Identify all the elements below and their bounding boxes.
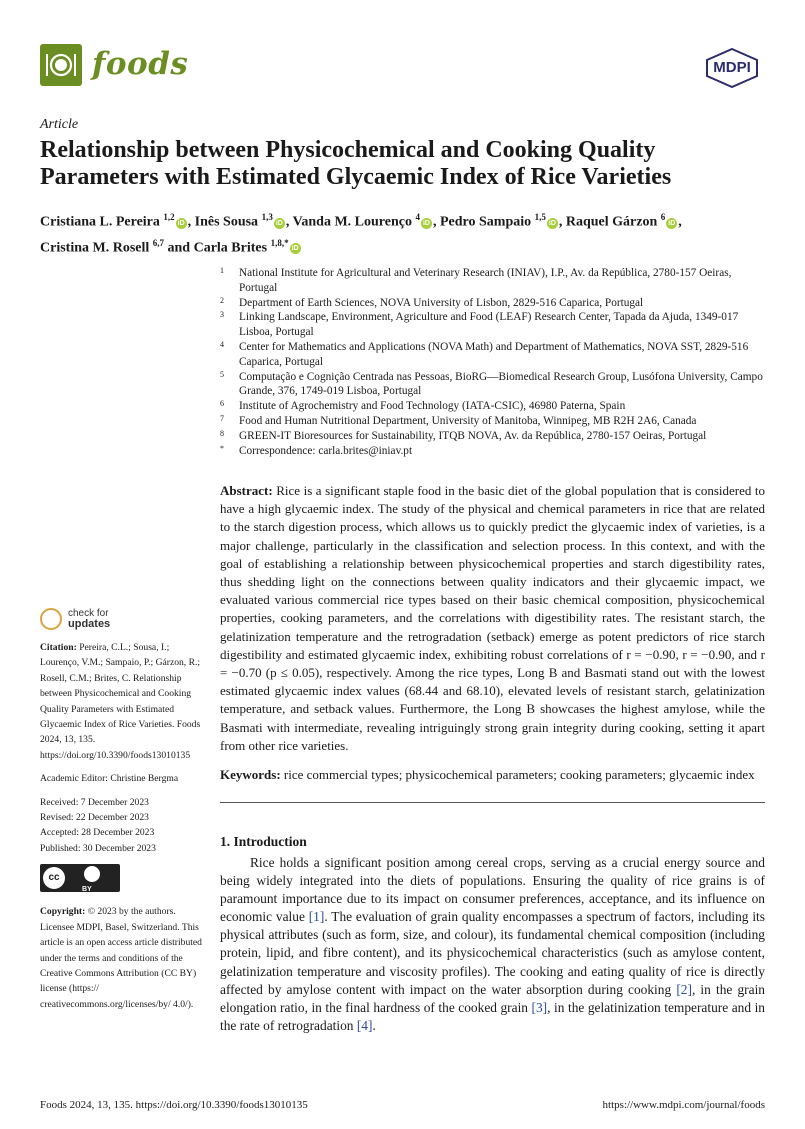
article-type: Article (40, 117, 79, 132)
author-name: Cristina M. Rosell (40, 240, 150, 256)
footer-citation: Foods 2024, 13, 135. https://doi.org/10.3390/foods13010135 (40, 1099, 308, 1111)
affiliation (220, 296, 765, 311)
abstract (220, 482, 765, 755)
affiliation-text: National Institute for Agricultural and Veterinary Research (INIAV), I.P., Av. da República, 2780-157 Oeiras, Portugal (239, 267, 732, 294)
author-affil-sup: 1,5 (534, 212, 546, 222)
author-list: Cristiana L. Pereira $^{1,2}$iD , Inês Sousa $^{1,3}$iD , Vanda M. Lourenço $^4$iD , Pedro Sampaio $^{1,5}$iD , Raquel Gárzon $^6$iD , Cristina M. Rosell $^{6,7}$ and Carla Brites $^{1,8,*}$iD (40, 212, 682, 256)
affiliation (220, 340, 765, 370)
affiliation-text: Center for Mathematics and Applications (NOVA Math) and Department of Mathematics, NOVA SST, 2829-516 Caparica, Portugal (239, 340, 749, 368)
affiliation-number: 3 (220, 310, 224, 320)
revised-date: Revised: 22 December 2023 (40, 812, 149, 824)
affiliation-text: Computação e Cognição Centrada nas Pessoas, BioRG—Biomedical Research Group, Lusófona University, Campo Grande, 376, 1749-019 Lisboa, Portugal (239, 370, 763, 398)
affiliation-number: 8 (220, 428, 224, 438)
orcid-icon[interactable]: iD (548, 219, 556, 227)
orcid-icon[interactable]: iD (291, 245, 299, 253)
citation-link[interactable]: [4] (356, 1017, 373, 1033)
intro-text: . The evaluation of grain quality encompasses a spectrum of factors, including its physical attributes (such as form, size, and colour), its fundamental chemical composition (including protein, lipid, and fibre content), and its physicochemical characteristics (such as amylose content, gelatinization temperature and viscosity profiles). The cooking and eating quality of rice is directly affected by amylose content with impact on the water absorption during cooking (220, 909, 765, 997)
author-name: Vanda M. Lourenço (292, 214, 412, 230)
author-name: Cristiana L. Pereira (40, 214, 160, 230)
check-updates-line2: updates (68, 618, 111, 630)
by-label: BY (82, 886, 92, 894)
author-affil-sup: 1,8,* (270, 237, 289, 248)
section-heading: 1. Introduction (220, 834, 307, 849)
affiliation (220, 399, 765, 414)
affiliation (220, 266, 765, 296)
check-updates-line1: check for (68, 608, 109, 619)
affiliation (220, 429, 765, 444)
intro-text: , in the grain elongation ratio, in the final hardness of the cooked grain (220, 981, 765, 1015)
affiliation (220, 370, 765, 400)
orcid-icon[interactable]: iD (668, 219, 676, 227)
affiliation-number: * (220, 443, 224, 453)
cc-by-license-icon[interactable] (40, 864, 120, 892)
citation-text: Pereira, C.L.; Sousa, I.; Lourenço, V.M.; Sampaio, P.; Gárzon, R.; Rosell, C.M.; Brites, C. Relationship between Physicochemical and Cooking Quality Parameters with Estimated Glycaemic Index of Rice Varieties. Foods 2024, 13, 135. https://doi.org/10.3390/foods13010135 (40, 642, 201, 761)
dates-block (40, 795, 205, 857)
journal-header (40, 44, 765, 94)
orcid-icon[interactable]: iD (422, 219, 430, 227)
foods-logo-icon (40, 44, 82, 86)
keywords-label: Keywords: (220, 767, 281, 782)
affiliation (220, 414, 765, 429)
copyright-label: Copyright: (40, 906, 86, 918)
affiliation-text: Department of Earth Sciences, NOVA University of Lisbon, 2829-516 Caparica, Portugal (239, 296, 644, 309)
copyright-block (40, 904, 205, 1012)
citation-label: Citation: (40, 642, 77, 653)
abstract-label: Abstract: (220, 483, 273, 498)
affiliation-text: Linking Landscape, Environment, Agriculture and Food (LEAF) Research Center, Tapada da Ajuda, 1349-017 Lisboa, Portugal (239, 311, 739, 339)
sidebar (40, 606, 205, 1020)
footer-journal-url[interactable]: https://www.mdpi.com/journal/foods (602, 1099, 765, 1111)
orcid-icon[interactable]: iD (177, 219, 185, 227)
published-date: Published: 30 December 2023 (40, 842, 156, 854)
intro-paragraph (220, 854, 765, 1035)
affiliation-number: 1 (220, 266, 224, 275)
citation-link[interactable]: [1] (308, 909, 325, 925)
journal-name[interactable]: foods (92, 46, 189, 82)
intro-text: , in the gelatinization temperature and in the rate of retrogradation (220, 999, 765, 1033)
keywords (220, 766, 765, 784)
affiliation-number: 6 (220, 399, 224, 409)
affiliation-number: 5 (220, 369, 224, 379)
author-affil-sup: 6 (660, 212, 666, 222)
author-affil-sup: 4 (415, 212, 420, 222)
author-name: Inês Sousa (194, 214, 259, 230)
author-affil-sup: 6,7 (152, 237, 165, 248)
affiliation (220, 310, 765, 340)
keywords-text: rice commercial types; physicochemical parameters; cooking parameters; glycaemic index (283, 767, 755, 782)
cc-icon: cc (43, 867, 65, 889)
author-name: Raquel Gárzon (565, 214, 658, 230)
citation-block (40, 640, 205, 763)
section-divider (220, 802, 765, 803)
mdpi-label: MDPI (713, 59, 751, 76)
affiliation-text: Institute of Agrochemistry and Food Technology (IATA-CSIC), 46980 Paterna, Spain (239, 400, 626, 413)
check-updates-text (68, 608, 110, 630)
check-updates-icon (40, 608, 62, 630)
academic-editor: Academic Editor: Christine Bergma (40, 773, 179, 785)
affiliation-number: 7 (220, 413, 224, 423)
intro-text: . (372, 1017, 376, 1033)
author-affil-sup: 1,3 (261, 212, 273, 222)
article-title: Relationship between Physicochemical and Cooking Quality Parameters with Estimated Glycaemic Index of Rice Varieties (40, 137, 672, 190)
correspondence[interactable] (220, 444, 765, 459)
mdpi-logo[interactable] (705, 48, 759, 88)
received-date: Received: 7 December 2023 (40, 796, 149, 808)
affiliation-text: GREEN-IT Bioresources for Sustainability, ITQB NOVA, Av. da República, 2780-157 Oeiras, Portugal (239, 429, 707, 442)
affiliation-number: 4 (220, 339, 224, 349)
author-name: Carla Brites (193, 240, 268, 256)
affiliation-number: 2 (220, 295, 224, 305)
copyright-text: © 2023 by the authors. Licensee MDPI, Basel, Switzerland. This article is an open access article distributed under the terms and conditions of the Creative Commons Attribution (CC BY) license (https:// creativecommons.org/licenses/by/ 4.0/). (40, 906, 202, 1010)
orcid-icon[interactable]: iD (275, 219, 283, 227)
citation-link[interactable]: [3] (531, 999, 548, 1015)
author-name: Pedro Sampaio (439, 214, 532, 230)
attribution-icon (84, 866, 100, 882)
intro-text: Rice holds a significant position among cereal crops, serving as a crucial energy source and being widely integrated into the diets of populations. Ensuring the quality of rice grains is of paramount importance due to its impact on consumer preferences, acceptance, and its influence on economic value (220, 855, 765, 925)
accepted-date: Accepted: 28 December 2023 (40, 827, 155, 839)
citation-link[interactable]: [2] (676, 981, 692, 997)
affiliation-text: Correspondence: carla.brites@iniav.pt (239, 444, 413, 457)
abstract-text: Rice is a significant staple food in the basic diet of the global population that is considered to have a high glycaemic index. The study of the physical and chemical parameters in rice that are related to the starch digestion process, which allows us to quickly predict the glycaemic index of varieties, is a major challenge, particularly in the classification and selection process. In this context, and with the goal of establishing a relationship between physicochemical properties and starch digestibility rates, thus shedding light on the connections between quality indicators and their glycaemic impact, we evaluated various commercial rice types based on their basic chemical composition, physicochemical properties, cooking parameters, and the correlations with digestibility rates. The resistant starch, the gelatinization temperature and the retrogradation (setback) emerge as potent predictors of rice starch digestibility and estimated glycaemic index, exhibiting robust correlations of r = −0.90, r = −0.90, and r = −0.70 (p ≤ 0.05), respectively. Among the rice types, Long B and Basmati stand out with the lowest estimated glycaemic index values (68.44 and 68.10), elevated levels of resistant starch, gelatinization temperature, and setback values. Furthermore, the Long B showcases the highest amylose, while the Basmati with intermediate, revealing intriguingly strong grain integrity during cooking, setting it apart from other rice varieties. (220, 483, 766, 753)
affiliation-text: Food and Human Nutritional Department, University of Manitoba, Winnipeg, MB R2H 2A6, Canada (239, 414, 697, 427)
affiliation-list (220, 266, 765, 458)
check-for-updates-badge[interactable] (40, 606, 205, 636)
author-affil-sup: 1,2 (163, 212, 175, 222)
